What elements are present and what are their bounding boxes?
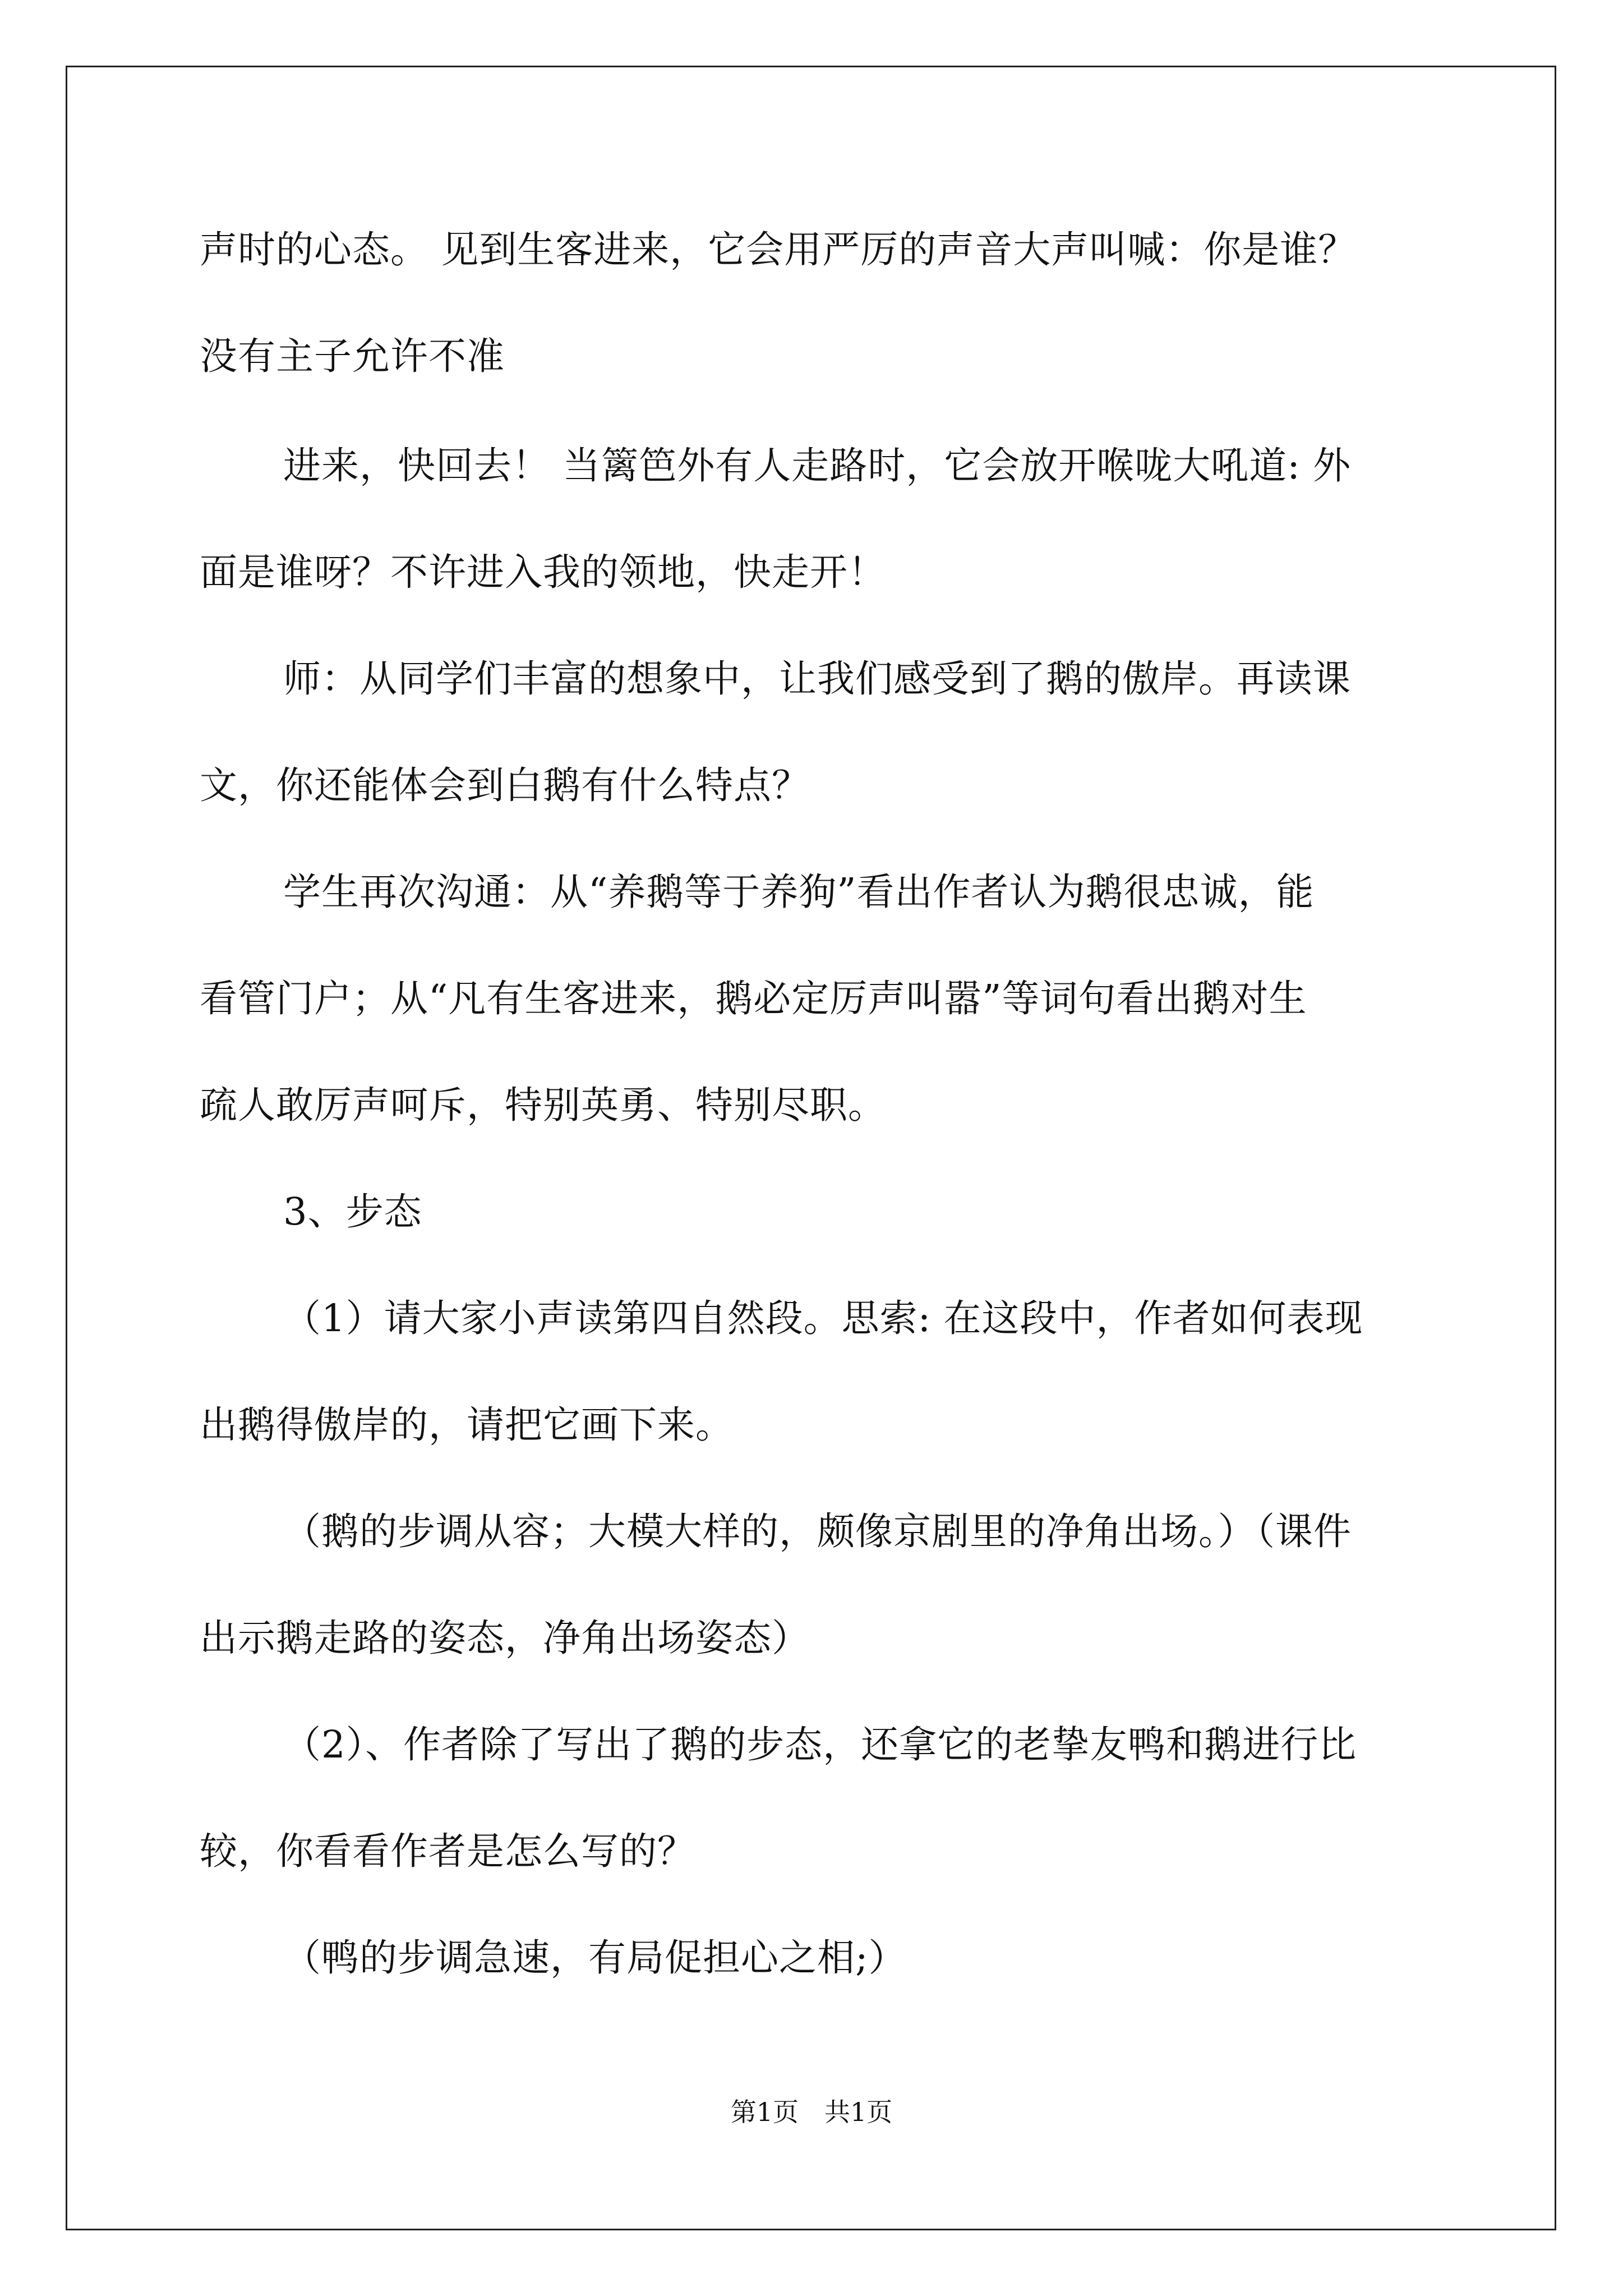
text-line: （鹅的步调从容；大模大样的，颇像京剧里的净角出场。）（课件 [283, 1510, 1352, 1553]
text-line: 师：从同学们丰富的想象中，让我们感受到了鹅的傲岸。再读课 [283, 657, 1351, 701]
section-heading: 3、步态 [283, 1190, 422, 1234]
page-footer: 第1页 共1页 [730, 2097, 893, 2127]
text-line: 学生再次沟通：从“养鹅等于养狗”看出作者认为鹅很忠诚，能 [283, 870, 1315, 914]
text-line: （1）请大家小声读第四自然段。思索: 在这段中，作者如何表现 [283, 1296, 1363, 1340]
text-line: 看管门户；从“凡有生客进来，鹅必定厉声叫嚣”等词句看出鹅对生 [200, 977, 1307, 1020]
text-line: 没有主子允许不准 [200, 334, 505, 378]
text-line: 较，你看看作者是怎么写的？ [200, 1829, 695, 1873]
text-line: 进来，快回去！ 当篱笆外有人走路时，它会放开喉咙大吼道: 外 [283, 444, 1352, 487]
text-line: 面是谁呀？不许进入我的领地，快走开！ [200, 550, 886, 594]
text-line: 出示鹅走路的姿态，净角出场姿态） [200, 1616, 810, 1660]
text-line: （鸭的步调急速，有局促担心之相;） [283, 1936, 907, 1980]
text-line: 疏人敢厉声呵斥，特别英勇、特别尽职。 [200, 1083, 886, 1127]
text-line: 出鹅得傲岸的，请把它画下来。 [200, 1403, 734, 1447]
text-line: 文，你还能体会到白鹅有什么特点？ [200, 763, 810, 807]
text-line: 声时的心态。 见到生客进来，它会用严厉的声音大声叫喊：你是谁？ [200, 228, 1357, 272]
text-line: （2）、作者除了写出了鹅的步态，还拿它的老挚友鸭和鹅进行比 [283, 1723, 1357, 1766]
page-border [66, 66, 1556, 2230]
